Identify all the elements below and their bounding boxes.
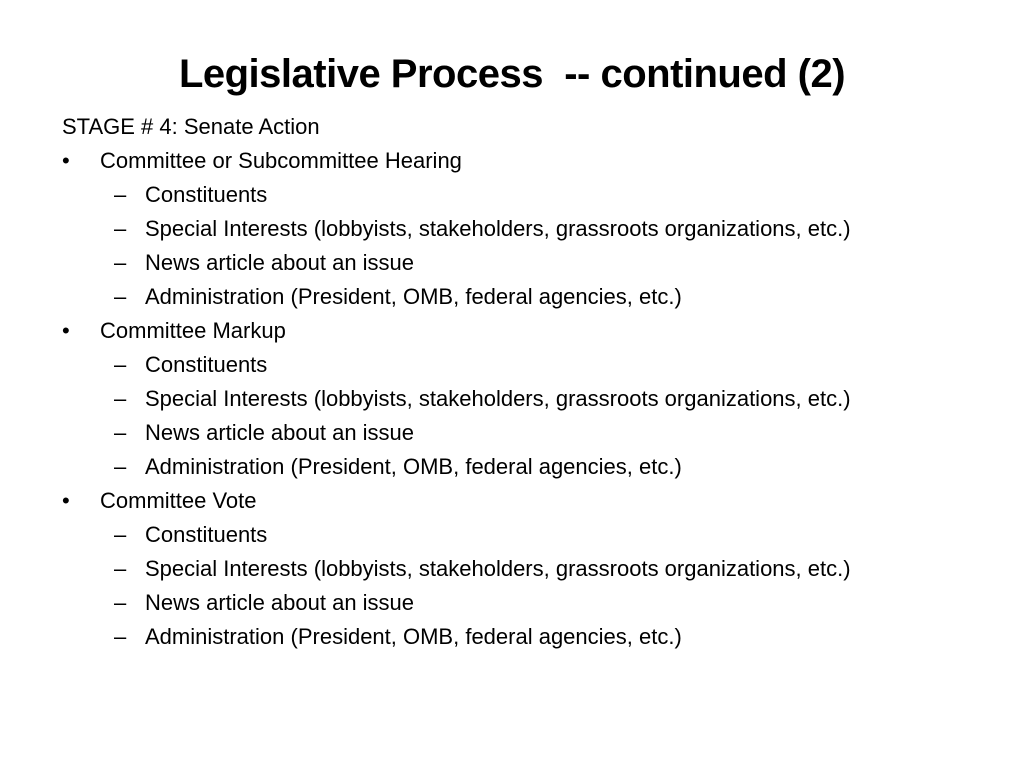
dash-icon: – xyxy=(114,590,127,615)
list-item-text: News article about an issue xyxy=(145,250,415,275)
dash-icon: – xyxy=(114,420,127,445)
section-heading xyxy=(62,317,962,351)
list-item xyxy=(62,249,962,277)
dash-icon: – xyxy=(114,216,127,241)
dash-icon: – xyxy=(114,352,127,377)
list-item xyxy=(62,283,962,311)
list-item xyxy=(62,181,962,209)
list-item xyxy=(62,385,962,413)
list-item-text: Special Interests (lobbyists, stakeholders, grassroots organizations, etc.) xyxy=(145,216,851,241)
dash-icon: – xyxy=(114,284,127,309)
list-item-text: Constituents xyxy=(145,522,268,547)
section-heading xyxy=(62,487,962,521)
list-item xyxy=(62,589,962,617)
list-item xyxy=(62,555,962,583)
list-item xyxy=(62,351,962,379)
section-heading-text: Committee or Subcommittee Hearing xyxy=(100,148,462,173)
dash-icon: – xyxy=(114,624,127,649)
section-heading-text: Committee Markup xyxy=(100,318,286,343)
dash-icon: – xyxy=(114,182,127,207)
list-item-text: Administration (President, OMB, federal agencies, etc.) xyxy=(145,284,682,309)
slide-body xyxy=(62,113,962,657)
section-heading xyxy=(62,147,962,181)
section-heading-text: Committee Vote xyxy=(100,488,257,513)
list-item xyxy=(62,623,962,651)
list-item-text: Administration (President, OMB, federal agencies, etc.) xyxy=(145,454,682,479)
list-item xyxy=(62,521,962,549)
list-item-text: Special Interests (lobbyists, stakeholders, grassroots organizations, etc.) xyxy=(145,386,851,411)
bullet-icon: • xyxy=(62,148,70,173)
bullet-icon: • xyxy=(62,318,70,343)
list-item-text: News article about an issue xyxy=(145,420,415,445)
list-item xyxy=(62,419,962,447)
list-item-text: Constituents xyxy=(145,352,268,377)
bullet-icon: • xyxy=(62,488,70,513)
list-item-text: Constituents xyxy=(145,182,268,207)
list-item xyxy=(62,215,962,243)
list-item-text: Special Interests (lobbyists, stakeholders, grassroots organizations, etc.) xyxy=(145,556,851,581)
list-item xyxy=(62,453,962,481)
stage-heading: STAGE # 4: Senate Action xyxy=(62,114,320,139)
dash-icon: – xyxy=(114,556,127,581)
dash-icon: – xyxy=(114,386,127,411)
list-item-text: News article about an issue xyxy=(145,590,415,615)
list-item-text: Administration (President, OMB, federal agencies, etc.) xyxy=(145,624,682,649)
slide-title: Legislative Process -- continued (2) xyxy=(178,52,846,96)
dash-icon: – xyxy=(114,522,127,547)
dash-icon: – xyxy=(114,250,127,275)
dash-icon: – xyxy=(114,454,127,479)
